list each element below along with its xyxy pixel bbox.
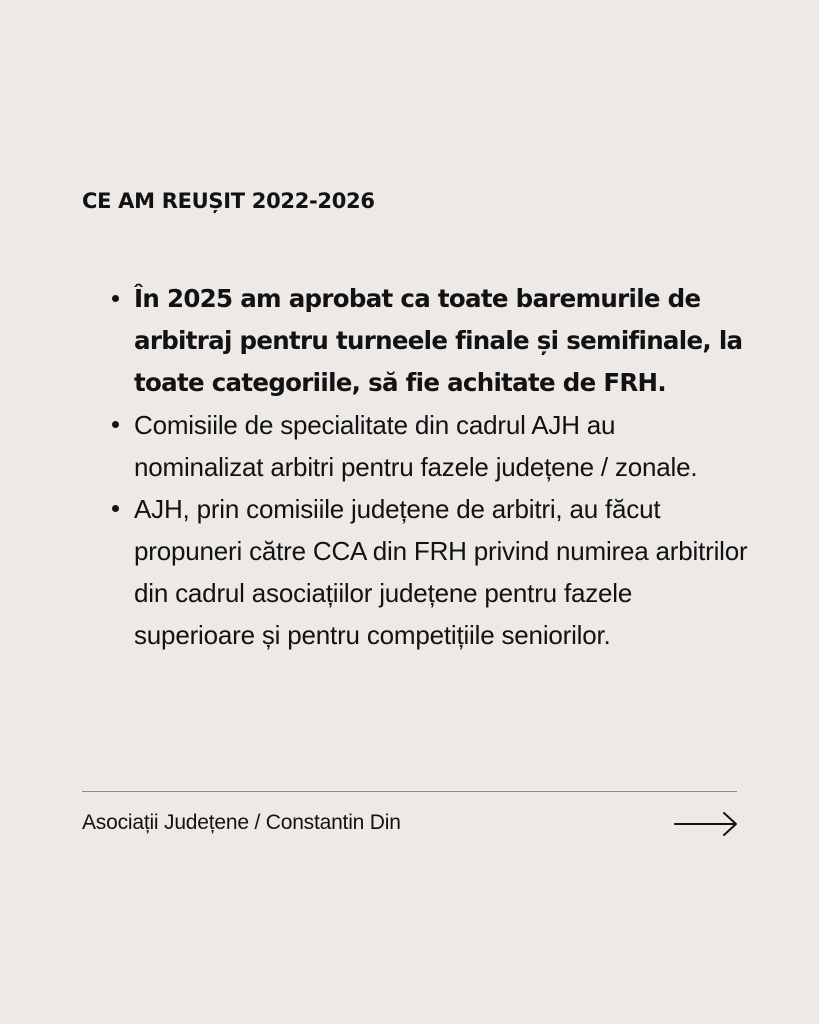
list-item-text: Comisiile de specialitate din cadrul AJH au nominalizat arbitri pentru fazele județene / zonale. [134, 410, 698, 482]
bullet-icon [112, 505, 119, 512]
section-title: CE AM REUȘIT 2022-2026 [82, 189, 375, 213]
bullet-icon [112, 295, 119, 302]
list-item-text: AJH, prin comisiile județene de arbitri, au făcut propuneri către CCA din FRH privind numirea arbitrilor din cadrul asociațiilor județene pentru fazele superioare și pentru competițiile seniorilor. [134, 494, 748, 650]
footer-caption: Asociații Județene / Constantin Din [82, 811, 401, 834]
achievements-list [110, 278, 750, 656]
footer-divider [82, 791, 737, 792]
arrow-right-icon[interactable] [674, 810, 738, 838]
list-item [110, 488, 750, 656]
list-item [110, 404, 750, 488]
list-item-text: În 2025 am aprobat ca toate baremurile de arbitraj pentru turneele finale și semifinale, la toate categoriile, să fie achitate de FRH. [134, 284, 743, 397]
bullet-icon [112, 421, 119, 428]
list-item [110, 278, 750, 404]
